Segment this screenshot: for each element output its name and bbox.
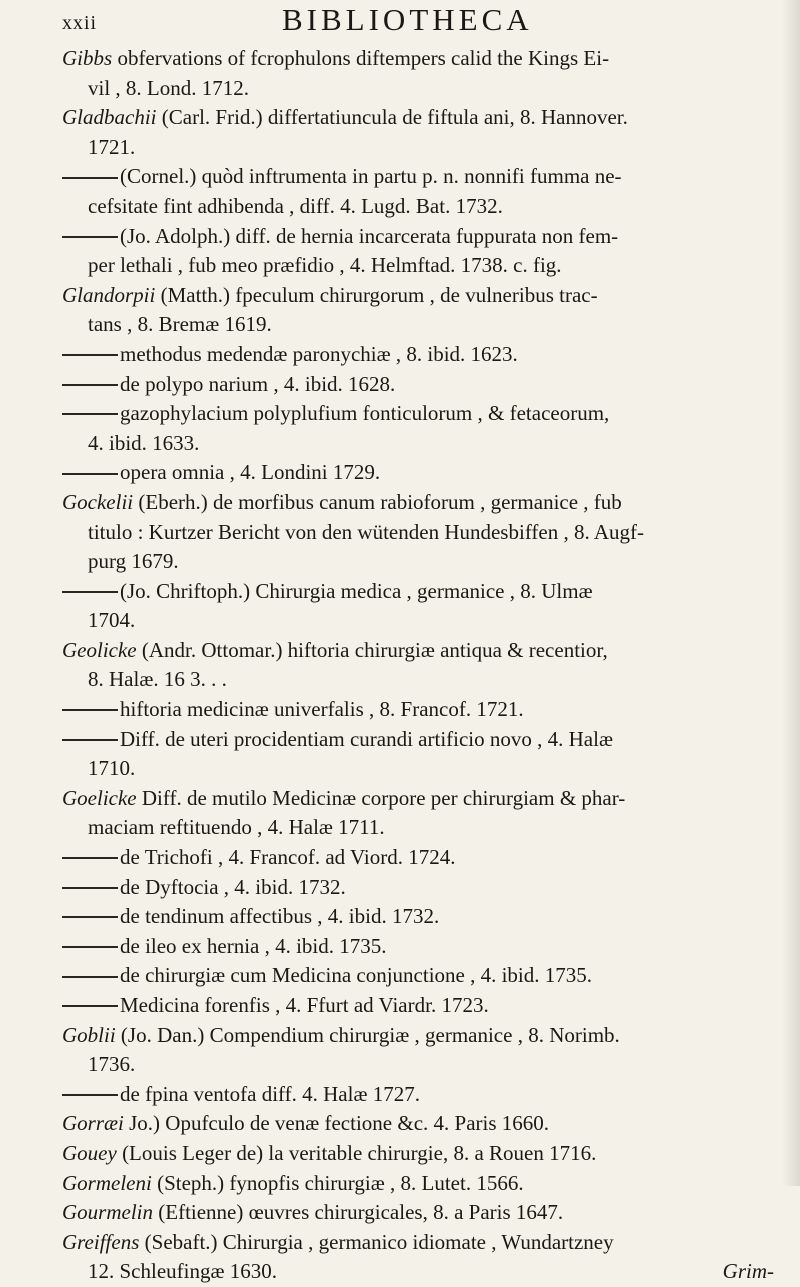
page-header: [0, 2, 800, 42]
entry-line: [62, 518, 782, 548]
entry-line: [62, 399, 782, 429]
entry-author: Goelicke: [62, 785, 137, 810]
entry-line: [62, 1198, 782, 1228]
entry-line: [62, 370, 782, 400]
entry-text: (Matth.) fpeculum chirurgorum , de vulneribus trac-: [160, 282, 598, 307]
entry-line: [62, 665, 782, 695]
ditto-dash: [62, 473, 118, 475]
entry-author: Gormeleni: [62, 1170, 152, 1195]
entry-line: [62, 251, 782, 281]
entry-line: [62, 902, 782, 932]
entry-text: 1710.: [88, 756, 136, 781]
entry-line: [62, 1228, 782, 1258]
entry-text: de ileo ex hernia , 4. ibid. 1735.: [120, 933, 387, 958]
entry-line: [62, 695, 782, 725]
ditto-dash: [62, 916, 118, 918]
entry-text: maciam reftituendo , 4. Halæ 1711.: [88, 815, 385, 840]
entry-text: (Cornel.) quòd inftrumenta in partu p. n. nonnifi fumma ne-: [120, 164, 622, 189]
page-edge-shadow: [782, 0, 800, 1186]
entry-author: Gibbs: [62, 46, 113, 70]
entry-text: gazophylacium polyplufium fonticulorum , & fetaceorum,: [120, 401, 610, 426]
entry-line: [62, 133, 782, 163]
entry-line: [62, 843, 782, 873]
entry-author: Geolicke: [62, 637, 137, 662]
entry-line: [62, 44, 782, 74]
entry-line: [62, 103, 782, 133]
entry-line: [62, 932, 782, 962]
entry-text: de Trichofi , 4. Francof. ad Viord. 1724.: [120, 845, 456, 870]
entry-text: 1704.: [88, 608, 136, 633]
entry-text: 1736.: [88, 1052, 136, 1077]
entry-author: Gladbachii: [62, 105, 157, 130]
entry-line: [62, 1050, 782, 1080]
entry-line: [62, 961, 782, 991]
entry-line: [62, 1139, 782, 1169]
ditto-dash: [62, 1094, 118, 1096]
entry-text: (Carl. Frid.) differtatiuncula de fiftula ani, 8. Hannover.: [161, 105, 628, 130]
entry-author: Glandorpii: [62, 282, 156, 307]
entry-text: purg 1679.: [88, 549, 179, 574]
entry-text: per lethali , fub meo præfidio , 4. Helmftad. 1738. c. fig.: [88, 253, 562, 278]
entry-author: Gorræi: [62, 1111, 124, 1136]
ditto-dash: [62, 384, 118, 386]
running-title: BIBLIOTHECA: [282, 2, 533, 37]
entry-line: [62, 873, 782, 903]
entry-text: 1721.: [88, 134, 136, 159]
entry-author: Gourmelin: [62, 1200, 153, 1225]
entry-line: [62, 784, 782, 814]
entry-text: (Steph.) fynopfis chirurgiæ , 8. Lutet. 1566.: [157, 1170, 524, 1195]
entry-text: 12. Schleufingæ 1630.: [88, 1259, 277, 1284]
entry-line: [62, 1021, 782, 1051]
entry-line: [62, 222, 782, 252]
entry-text: de tendinum affectibus , 4. ibid. 1732.: [120, 904, 440, 929]
entry-author: Gouey: [62, 1140, 117, 1165]
ditto-dash: [62, 739, 118, 741]
ditto-dash: [62, 709, 118, 711]
entry-text: obfervations of fcrophulons diftempers calid the Kings Ei-: [117, 46, 610, 70]
entry-text: (Eftienne) œuvres chirurgicales, 8. a Paris 1647.: [158, 1200, 564, 1225]
entry-text: de chirurgiæ cum Medicina conjunctione , 4. ibid. 1735.: [120, 963, 593, 988]
ditto-dash: [62, 236, 118, 238]
catchword: Grim-: [722, 1259, 774, 1284]
entry-line: [62, 162, 782, 192]
entry-text: (Jo. Chriftoph.) Chirurgia medica , germanice , 8. Ulmæ: [120, 578, 593, 603]
entry-text: vil , 8. Lond. 1712.: [88, 75, 249, 100]
entry-text: titulo : Kurtzer Bericht von den wütenden Hundesbiffen , 8. Augf-: [88, 519, 644, 544]
entry-line: [62, 488, 782, 518]
entry-line: [62, 192, 782, 222]
ditto-dash: [62, 976, 118, 978]
entry-line: [62, 577, 782, 607]
entry-line: [62, 1109, 782, 1139]
entry-text: (Sebaft.) Chirurgia , germanico idiomate , Wundartzney: [144, 1229, 614, 1254]
entry-line: [62, 547, 782, 577]
ditto-dash: [62, 177, 118, 179]
entry-text: (Jo. Adolph.) diff. de hernia incarcerata fuppurata non fem-: [120, 223, 619, 248]
entry-author: Gockelii: [62, 489, 134, 514]
entry-line: [62, 310, 782, 340]
entry-text: 8. Halæ. 16 3. . .: [88, 667, 227, 692]
entry-line: [62, 991, 782, 1021]
ditto-dash: [62, 413, 118, 415]
entry-text: cefsitate fint adhibenda , diff. 4. Lugd. Bat. 1732.: [88, 193, 503, 218]
entry-line: [62, 754, 782, 784]
entry-text: de fpina ventofa diff. 4. Halæ 1727.: [120, 1081, 420, 1106]
entry-author: Greiffens: [62, 1229, 140, 1254]
entry-text: methodus medendæ paronychiæ , 8. ibid. 1623.: [120, 341, 518, 366]
entry-text: opera omnia , 4. Londini 1729.: [120, 460, 381, 485]
entry-line: [62, 725, 782, 755]
entry-text: Jo.) Opufculo de venæ fectione &c. 4. Paris 1660.: [129, 1111, 550, 1136]
entry-line: [62, 1080, 782, 1110]
entry-text: tans , 8. Bremæ 1619.: [88, 312, 272, 337]
entry-line: [62, 1257, 782, 1287]
entry-line: [62, 340, 782, 370]
entry-text: 4. ibid. 1633.: [88, 430, 200, 455]
ditto-dash: [62, 857, 118, 859]
entry-text: (Andr. Ottomar.) hiftoria chirurgiæ antiqua & recentior,: [141, 637, 608, 662]
entry-line: [62, 429, 782, 459]
ditto-dash: [62, 946, 118, 948]
entry-text: de Dyftocia , 4. ibid. 1732.: [120, 874, 346, 899]
ditto-dash: [62, 887, 118, 889]
entry-line: [62, 1169, 782, 1199]
ditto-dash: [62, 1005, 118, 1007]
entry-line: [62, 813, 782, 843]
page-number: xxii: [62, 12, 98, 34]
bibliography-entries: [62, 44, 782, 1287]
entry-text: hiftoria medicinæ univerfalis , 8. Francof. 1721.: [120, 697, 524, 722]
ditto-dash: [62, 354, 118, 356]
entry-text: Diff. de mutilo Medicinæ corpore per chirurgiam & phar-: [141, 785, 626, 810]
entry-text: Medicina forenfis , 4. Ffurt ad Viardr. 1723.: [120, 993, 489, 1017]
entry-author: Goblii: [62, 1022, 116, 1047]
entry-line: [62, 281, 782, 311]
entry-text: Diff. de uteri procidentiam curandi artificio novo , 4. Halæ: [120, 726, 613, 751]
entry-line: [62, 458, 782, 488]
ditto-dash: [62, 591, 118, 593]
entry-text: (Eberh.) de morfibus canum rabioforum , germanice , fub: [138, 489, 622, 514]
entry-line: [62, 74, 782, 104]
entry-line: [62, 636, 782, 666]
entry-line: [62, 606, 782, 636]
entry-text: de polypo narium , 4. ibid. 1628.: [120, 371, 396, 396]
entry-text: (Jo. Dan.) Compendium chirurgiæ , germanice , 8. Norimb.: [120, 1022, 620, 1047]
entry-text: (Louis Leger de) la veritable chirurgie, 8. a Rouen 1716.: [122, 1140, 597, 1165]
